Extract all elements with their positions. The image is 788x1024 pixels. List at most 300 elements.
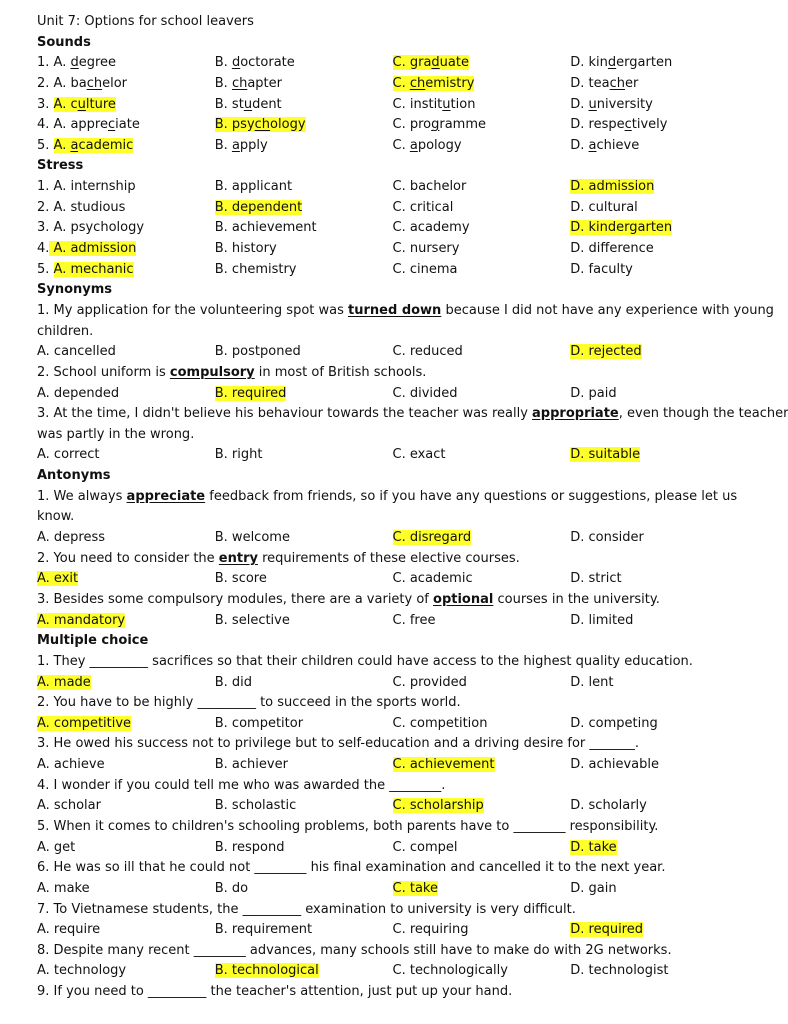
- option-text: [393, 963, 508, 978]
- text-run: feedback from friends, so if you have any questions or suggestions, please let us: [205, 488, 738, 504]
- text-run: D. take: [570, 839, 617, 855]
- answer-option: [215, 74, 393, 95]
- option-text: [37, 798, 101, 813]
- text-run: C. disregard: [392, 530, 472, 546]
- option-text: [37, 200, 125, 215]
- text-run: B. dependent: [214, 199, 303, 215]
- text-run: D. difference: [570, 241, 654, 257]
- question-text: [37, 322, 748, 343]
- highlighted-answer: [215, 117, 306, 132]
- answer-option: [37, 136, 215, 157]
- section-heading: Synonyms: [37, 282, 113, 298]
- answer-option: [570, 528, 748, 549]
- option-text: [393, 138, 462, 153]
- option-text: [215, 613, 290, 628]
- underlined-letters: c: [624, 117, 632, 133]
- text-run: D. lent: [570, 674, 614, 690]
- text-run: 1. We always: [37, 488, 127, 504]
- answer-option: [570, 611, 748, 632]
- answer-option: [37, 920, 215, 941]
- text-run: 2. A. studious: [37, 199, 126, 215]
- option-text: [215, 76, 282, 91]
- option-text: [215, 922, 312, 937]
- answer-row: [37, 384, 748, 405]
- highlighted-answer: [393, 798, 484, 813]
- text-run: A. admission: [49, 241, 137, 257]
- answer-option: [570, 239, 748, 260]
- text-run: A. c: [53, 96, 78, 112]
- answer-option: [570, 177, 748, 198]
- text-run: D. rejected: [570, 344, 642, 360]
- text-run: A. achieve: [37, 757, 105, 773]
- text-run: requirements of these elective courses.: [257, 550, 520, 566]
- text-run: C. scholarship: [392, 798, 484, 814]
- answer-row: [37, 961, 748, 982]
- answer-option: [393, 95, 571, 116]
- highlighted-answer: [570, 179, 654, 194]
- answer-option: [215, 136, 393, 157]
- text-run: cademic: [78, 137, 134, 153]
- option-text: [37, 55, 116, 70]
- option-text: [393, 241, 460, 256]
- text-run: 1. A.: [37, 55, 71, 71]
- answer-option: [570, 714, 748, 735]
- option-text: [393, 220, 470, 235]
- underlined-letters: ch: [609, 75, 625, 91]
- question-text: [37, 425, 748, 446]
- text-run: know.: [37, 509, 75, 525]
- option-text: [570, 55, 672, 70]
- answer-option: [393, 384, 571, 405]
- text-run: D. consider: [570, 530, 644, 546]
- answer-option: [37, 796, 215, 817]
- text-run: A. depended: [37, 385, 120, 401]
- question-text: [37, 507, 748, 528]
- option-text: [393, 200, 454, 215]
- option-text: [37, 97, 116, 112]
- underlined-letters: ch: [231, 75, 248, 91]
- option-text: [570, 798, 647, 813]
- answer-row: [37, 115, 748, 136]
- option-text: [393, 675, 467, 690]
- text-run: D. faculty: [570, 261, 633, 277]
- option-text: [570, 881, 616, 896]
- option-text: [393, 447, 446, 462]
- text-run: D. limited: [570, 612, 634, 628]
- option-text: [215, 757, 288, 772]
- answer-option: [393, 342, 571, 363]
- answer-option: [393, 838, 571, 859]
- text-run: D. paid: [570, 385, 617, 401]
- option-text: [215, 571, 267, 586]
- text-run: B.: [214, 55, 232, 71]
- text-run: A. get: [37, 839, 76, 855]
- answer-option: [393, 796, 571, 817]
- highlighted-answer: [215, 963, 319, 978]
- answer-row: [37, 611, 748, 632]
- option-text: [393, 386, 458, 401]
- text-run: 7. To Vietnamese students, the _________ examination to university is very difficult.: [37, 901, 576, 917]
- option-text: [37, 881, 90, 896]
- answer-option: [215, 796, 393, 817]
- text-run: , even though the teacher: [618, 406, 788, 422]
- text-run: 4. A. appre: [37, 117, 108, 133]
- text-run: D. suitable: [570, 447, 641, 463]
- answer-option: [37, 342, 215, 363]
- text-run: 2. You have to be highly _________ to succeed in the sports world.: [37, 695, 461, 711]
- text-run: C. bachelor: [392, 179, 467, 195]
- option-text: [393, 117, 487, 132]
- option-text: [393, 571, 473, 586]
- answer-option: [570, 961, 748, 982]
- text-run: B. achiever: [214, 757, 288, 773]
- keyword: appreciate: [126, 488, 206, 504]
- answer-option: [393, 611, 571, 632]
- answer-option: [570, 198, 748, 219]
- text-run: ramme: [439, 117, 487, 133]
- text-run: D. cultural: [570, 199, 638, 215]
- text-run: C. exact: [392, 447, 446, 463]
- text-run: B. requirement: [214, 922, 313, 938]
- question-text: [37, 693, 748, 714]
- answer-option: [215, 961, 393, 982]
- text-run: D. required: [570, 922, 643, 938]
- answer-option: [570, 136, 748, 157]
- answer-option: [570, 342, 748, 363]
- answer-row: [37, 177, 748, 198]
- option-text: [37, 220, 144, 235]
- text-run: egree: [78, 55, 117, 71]
- answer-option: [37, 714, 215, 735]
- text-run: C. cinema: [392, 261, 458, 277]
- highlighted-answer: [570, 344, 641, 359]
- answer-option: [215, 673, 393, 694]
- answer-option: [393, 879, 571, 900]
- text-run: ology: [270, 117, 306, 133]
- answer-option: [215, 528, 393, 549]
- text-run: B. history: [214, 241, 277, 257]
- answer-row: [37, 796, 748, 817]
- text-run: C. compel: [392, 839, 458, 855]
- answer-option: [570, 74, 748, 95]
- text-run: 5.: [37, 261, 54, 277]
- text-run: B. postponed: [214, 344, 301, 360]
- option-text: [215, 262, 297, 277]
- answer-option: [37, 528, 215, 549]
- option-text: [215, 138, 268, 153]
- underlined-letters: u: [77, 96, 86, 112]
- text-run: uate: [439, 55, 469, 71]
- underlined-letters: c: [108, 117, 116, 133]
- text-run: B. scholastic: [214, 798, 297, 814]
- text-run: A. made: [37, 674, 91, 690]
- option-text: [215, 344, 301, 359]
- answer-row: [37, 755, 748, 776]
- answer-option: [393, 260, 571, 281]
- text-run: B. applicant: [214, 179, 293, 195]
- text-run: B. score: [214, 571, 267, 587]
- option-text: [393, 179, 467, 194]
- option-text: [215, 840, 285, 855]
- answer-row: [37, 218, 748, 239]
- option-text: [570, 716, 658, 731]
- text-run: C. academy: [392, 220, 470, 236]
- option-text: [215, 220, 317, 235]
- question-text: [37, 363, 748, 384]
- text-run: 5. When it comes to children's schooling problems, both parents have to ________ responsibility.: [37, 818, 659, 834]
- text-run: D. respe: [570, 117, 625, 133]
- option-text: [37, 179, 136, 194]
- text-run: was partly in the wrong.: [37, 426, 195, 442]
- question-text: [37, 941, 748, 962]
- text-run: 1. A. internship: [37, 179, 136, 195]
- option-text: [37, 447, 99, 462]
- underlined-letters: d: [231, 55, 241, 71]
- option-text: [393, 840, 458, 855]
- highlighted-answer: [570, 922, 643, 937]
- answer-option: [37, 53, 215, 74]
- answer-option: [215, 714, 393, 735]
- highlighted-answer: [37, 716, 131, 731]
- text-run: B. psy: [214, 117, 255, 133]
- answer-option: [37, 384, 215, 405]
- highlighted-answer: [393, 757, 495, 772]
- text-run: C. technologically: [392, 963, 508, 979]
- text-run: C. nursery: [392, 241, 460, 257]
- option-text: [37, 344, 116, 359]
- underlined-letters: ch: [86, 75, 103, 91]
- answer-option: [570, 838, 748, 859]
- text-run: octorate: [240, 55, 295, 71]
- answer-option: [37, 879, 215, 900]
- text-run: 2. School uniform is: [37, 364, 170, 380]
- text-run: 5.: [37, 137, 54, 153]
- section-heading: Multiple choice: [37, 633, 149, 649]
- answer-option: [570, 95, 748, 116]
- answer-option: [393, 53, 571, 74]
- option-text: [570, 241, 654, 256]
- answer-option: [37, 445, 215, 466]
- text-run: C. competition: [392, 715, 488, 731]
- text-run: C. reduced: [392, 344, 463, 360]
- text-run: A. mechanic: [53, 261, 134, 277]
- answer-option: [393, 714, 571, 735]
- answer-option: [215, 569, 393, 590]
- text-run: C. requiring: [392, 922, 469, 938]
- option-text: [393, 262, 458, 277]
- text-run: D. admission: [570, 179, 655, 195]
- answer-option: [37, 569, 215, 590]
- section-heading: Stress: [37, 158, 84, 174]
- text-run: D.: [570, 96, 589, 112]
- option-text: [37, 922, 100, 937]
- keyword: optional: [433, 591, 494, 607]
- text-run: A. technology: [37, 963, 127, 979]
- text-run: tively: [631, 117, 668, 133]
- answer-option: [215, 879, 393, 900]
- answer-option: [37, 218, 215, 239]
- answer-option: [215, 53, 393, 74]
- option-text: [215, 881, 248, 896]
- answer-option: [570, 796, 748, 817]
- answer-option: [37, 838, 215, 859]
- answer-option: [570, 218, 748, 239]
- text-run: pology: [417, 137, 462, 153]
- underlined-letters: d: [431, 55, 440, 71]
- answer-option: [37, 198, 215, 219]
- question-text: [37, 301, 774, 322]
- text-run: C. critical: [392, 199, 454, 215]
- underlined-letters: a: [231, 137, 240, 153]
- underlined-letters: ch: [409, 75, 426, 91]
- answer-row: [37, 445, 748, 466]
- answer-row: [37, 838, 748, 859]
- text-run: B. chemistry: [214, 261, 297, 277]
- answer-row: [37, 136, 748, 157]
- text-run: 3.: [37, 96, 54, 112]
- option-text: [570, 117, 667, 132]
- text-run: A. require: [37, 922, 101, 938]
- text-run: 3. Besides some compulsory modules, there are a variety of: [37, 591, 434, 607]
- option-text: [393, 613, 436, 628]
- answer-option: [393, 198, 571, 219]
- text-run: A.: [53, 137, 71, 153]
- text-run: D. kin: [570, 55, 608, 71]
- text-run: C. instit: [392, 96, 443, 112]
- answer-row: [37, 74, 748, 95]
- answer-row: [37, 673, 748, 694]
- option-text: [570, 262, 633, 277]
- text-run: A. competitive: [37, 715, 132, 731]
- answer-row: [37, 95, 748, 116]
- question-text: [37, 652, 748, 673]
- option-text: [37, 76, 127, 91]
- answer-option: [570, 384, 748, 405]
- answer-option: [215, 239, 393, 260]
- text-run: B. selective: [214, 612, 290, 628]
- text-run: B. competitor: [214, 715, 304, 731]
- question-text: [37, 900, 748, 921]
- option-text: [570, 76, 638, 91]
- highlighted-answer: [37, 613, 125, 628]
- keyword: entry: [218, 550, 258, 566]
- text-run: apter: [247, 75, 282, 91]
- highlighted-answer: [570, 447, 640, 462]
- text-run: children.: [37, 323, 94, 339]
- answer-option: [393, 218, 571, 239]
- answer-option: [215, 95, 393, 116]
- answer-option: [37, 961, 215, 982]
- option-text: [215, 675, 252, 690]
- text-run: A. exit: [37, 571, 79, 587]
- answer-option: [570, 879, 748, 900]
- question-text: [37, 487, 748, 508]
- text-run: C.: [392, 75, 410, 91]
- answer-option: [215, 838, 393, 859]
- answer-row: [37, 53, 748, 74]
- answer-option: [215, 198, 393, 219]
- answer-option: [37, 239, 215, 260]
- answer-row: [37, 920, 748, 941]
- text-run: 2. You need to consider the: [37, 550, 219, 566]
- question-text: [37, 776, 748, 797]
- option-text: [570, 675, 613, 690]
- answer-option: [37, 74, 215, 95]
- text-run: ergarten: [616, 55, 673, 71]
- option-text: [570, 97, 653, 112]
- option-text: [570, 571, 621, 586]
- text-run: er: [624, 75, 639, 91]
- text-run: 8. Despite many recent ________ advances, many schools still have to make do with 2G networks.: [37, 942, 672, 958]
- option-text: [570, 200, 638, 215]
- text-run: B. did: [214, 674, 253, 690]
- answer-option: [570, 53, 748, 74]
- answer-option: [37, 177, 215, 198]
- answer-option: [215, 218, 393, 239]
- option-text: [393, 716, 488, 731]
- highlighted-answer: [570, 220, 672, 235]
- keyword: turned down: [348, 302, 442, 318]
- highlighted-answer: [215, 200, 303, 215]
- text-run: courses in the university.: [493, 591, 660, 607]
- text-run: A. correct: [37, 447, 100, 463]
- text-run: C. provided: [392, 674, 467, 690]
- highlighted-answer: [37, 675, 91, 690]
- answer-option: [215, 445, 393, 466]
- answer-option: [215, 260, 393, 281]
- answer-row: [37, 342, 748, 363]
- answer-option: [37, 95, 215, 116]
- text-run: B. respond: [214, 839, 285, 855]
- text-run: D. strict: [570, 571, 622, 587]
- option-text: [570, 386, 616, 401]
- text-run: B. do: [214, 880, 249, 896]
- text-run: B. st: [214, 96, 244, 112]
- answer-option: [570, 115, 748, 136]
- text-run: A. mandatory: [37, 612, 126, 628]
- text-run: B.: [214, 137, 232, 153]
- text-run: B.: [214, 75, 232, 91]
- answer-option: [215, 177, 393, 198]
- section-heading: Sounds: [37, 34, 91, 50]
- option-text: [570, 138, 639, 153]
- answer-option: [393, 136, 571, 157]
- highlighted-answer: [215, 386, 287, 401]
- text-run: lture: [85, 96, 116, 112]
- question-text: [37, 734, 748, 755]
- option-text: [215, 179, 292, 194]
- answer-option: [215, 115, 393, 136]
- text-run: 2. A. ba: [37, 75, 87, 91]
- answer-row: [37, 260, 748, 281]
- text-run: A. scholar: [37, 798, 101, 814]
- section-heading: Antonyms: [37, 468, 111, 484]
- text-run: elor: [102, 75, 127, 91]
- option-text: [215, 55, 295, 70]
- answer-option: [37, 755, 215, 776]
- answer-option: [215, 342, 393, 363]
- option-text: [215, 97, 282, 112]
- text-run: 3. A. psychology: [37, 220, 145, 236]
- underlined-letters: d: [607, 55, 617, 71]
- option-text: [570, 757, 659, 772]
- text-run: A. depress: [37, 530, 106, 546]
- text-run: 3. At the time, I didn't believe his behaviour towards the teacher was really: [37, 406, 533, 422]
- worksheet-content: [37, 33, 788, 1003]
- text-run: C. free: [392, 612, 436, 628]
- underlined-letters: d: [70, 55, 79, 71]
- page-title: Unit 7: Options for school leavers: [37, 14, 254, 29]
